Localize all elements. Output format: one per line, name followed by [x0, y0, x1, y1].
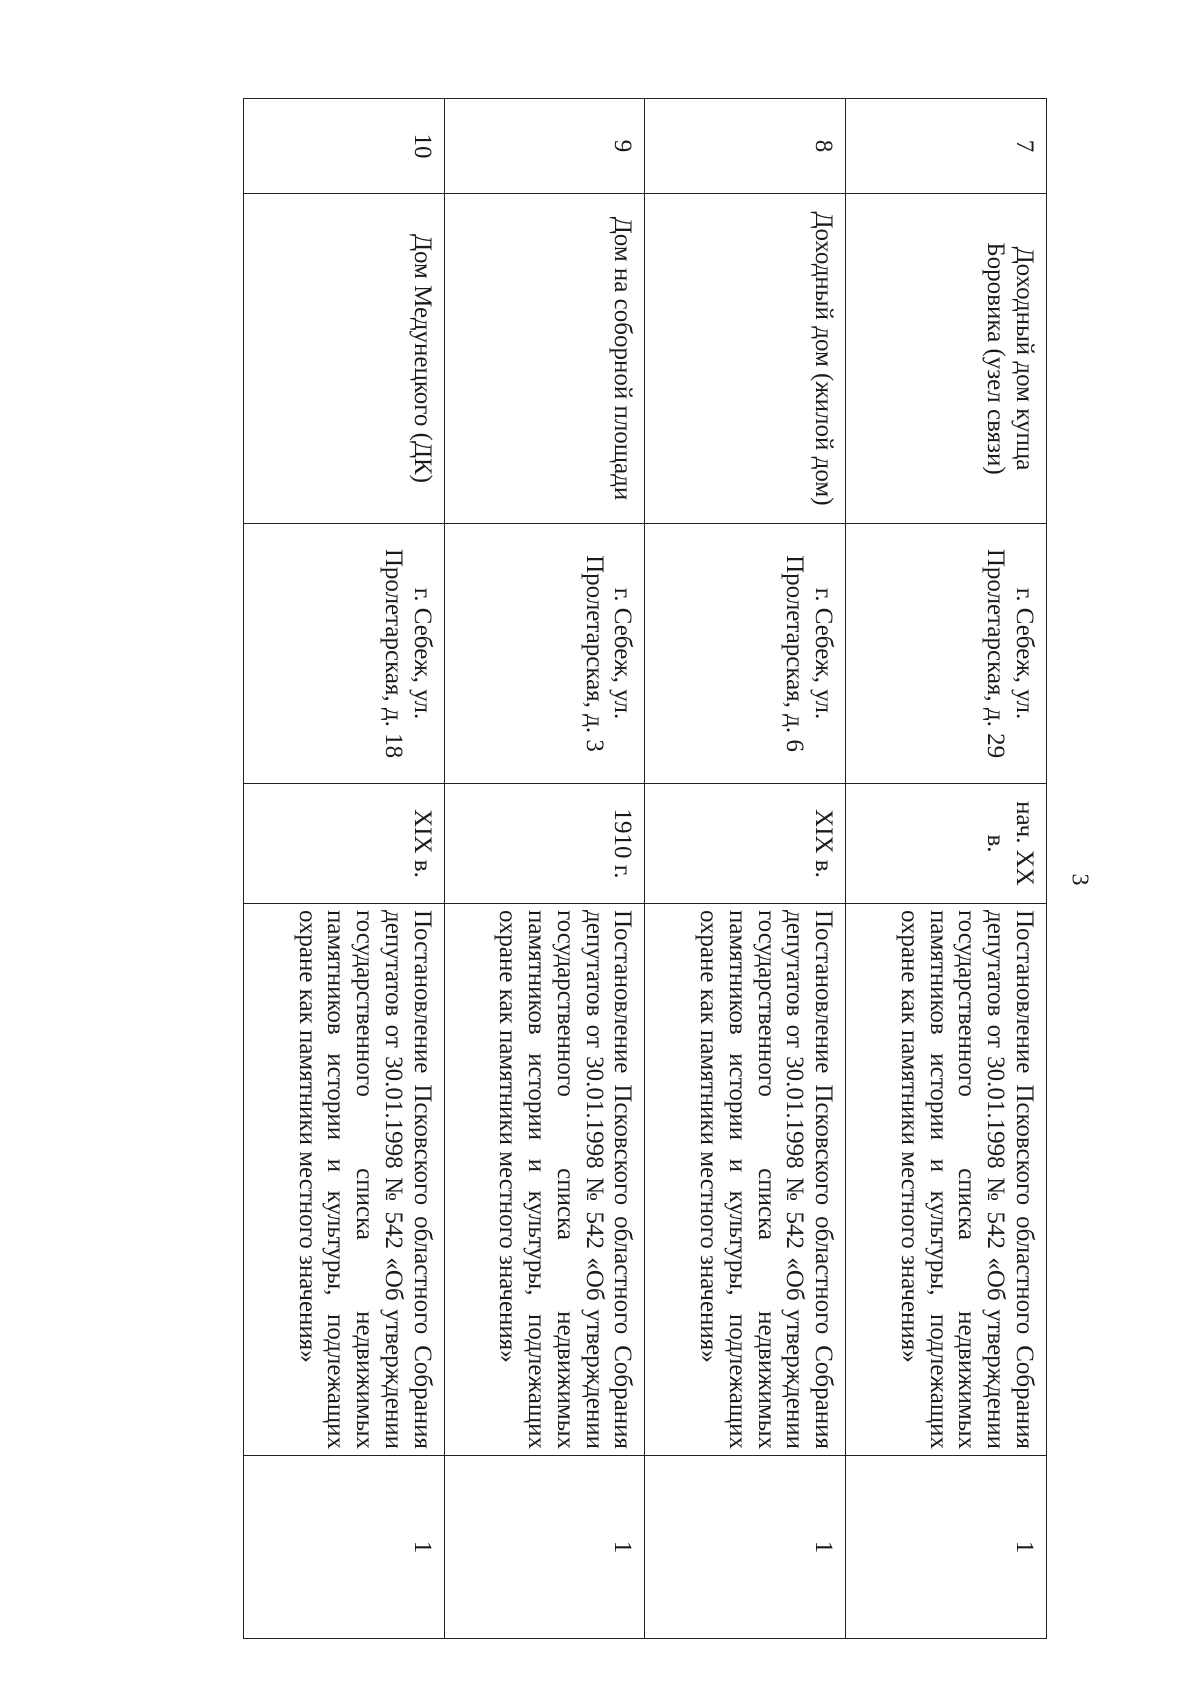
table-row: [444, 99, 645, 1639]
object-category: 1: [846, 1456, 1047, 1639]
object-address: г. Себеж, ул. Пролетарская, д. 18: [244, 524, 445, 784]
object-date: нач. XX в.: [846, 784, 1047, 904]
row-number: 9: [444, 99, 645, 194]
monuments-table: [243, 98, 1047, 1639]
legal-document: Постановление Псковского областного Собрания депутатов от 30.01.1998 № 542 «Об утверждении государственного списка недвижимых памятников истории и культуры, подлежащих охране как памятники местного значения»: [645, 904, 846, 1456]
object-category: 1: [645, 1456, 846, 1639]
rotated-table-container: [243, 98, 1047, 1638]
object-address: г. Себеж, ул. Пролетарская, д. 6: [645, 524, 846, 784]
table-row: [846, 99, 1047, 1639]
row-number: 10: [244, 99, 445, 194]
legal-document: Постановление Псковского областного Собрания депутатов от 30.01.1998 № 542 «Об утверждении государственного списка недвижимых памятников истории и культуры, подлежащих охране как памятники местного значения»: [444, 904, 645, 1456]
object-date: XIX в.: [244, 784, 445, 904]
object-address: г. Себеж, ул. Пролетарская, д. 29: [846, 524, 1047, 784]
object-name: Дом Медунецкого (ДК): [244, 194, 445, 524]
object-date: 1910 г.: [444, 784, 645, 904]
page-number: 3: [1066, 873, 1093, 886]
legal-document: Постановление Псковского областного Собрания депутатов от 30.01.1998 № 542 «Об утверждении государственного списка недвижимых памятников истории и культуры, подлежащих охране как памятники местного значения»: [244, 904, 445, 1456]
object-category: 1: [444, 1456, 645, 1639]
row-number: 8: [645, 99, 846, 194]
object-name: Доходный дом (жилой дом): [645, 194, 846, 524]
object-date: XIX в.: [645, 784, 846, 904]
object-name: Дом на соборной площади: [444, 194, 645, 524]
table-row: [244, 99, 445, 1639]
row-number: 7: [846, 99, 1047, 194]
object-address: г. Себеж, ул. Пролетарская, д. 3: [444, 524, 645, 784]
table-row: [645, 99, 846, 1639]
object-category: 1: [244, 1456, 445, 1639]
legal-document: Постановление Псковского областного Собрания депутатов от 30.01.1998 № 542 «Об утверждении государственного списка недвижимых памятников истории и культуры, подлежащих охране как памятники местного значения»: [846, 904, 1047, 1456]
object-name: Доходный дом купца Боровика (узел связи): [846, 194, 1047, 524]
